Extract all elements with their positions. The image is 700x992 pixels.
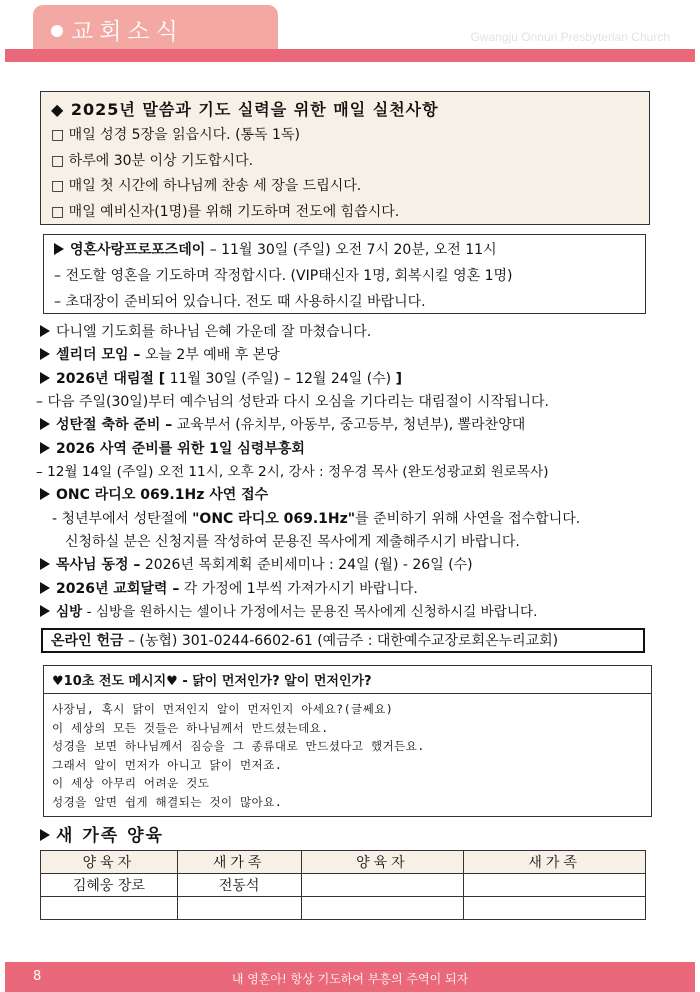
- news-radio: [40, 484, 268, 506]
- propose-day-label: 영혼사랑프로포즈데이: [70, 242, 206, 258]
- arrow-icon: [40, 442, 50, 454]
- news-visit: [40, 601, 537, 623]
- news-label: 심방: [56, 604, 83, 620]
- evangelism-body: [52, 700, 425, 812]
- arrow-icon: [40, 605, 50, 617]
- arrow-icon: [40, 488, 50, 500]
- offering-account: – (농협) 301-0244-6602-61 (예금주 : 대한예수교장로회온누리교회): [123, 633, 559, 649]
- news-radio-desc2: 신청하실 분은 신청지를 작성하여 문용진 목사에게 제출해주시기 바랍니다.: [65, 534, 520, 550]
- propose-day-box: [43, 234, 646, 314]
- table-header: 새가족: [177, 851, 301, 874]
- evangelism-line: 사장님, 혹시 닭이 먼저인지 알이 먼저인지 아세요?(글쎄요): [52, 702, 394, 716]
- news-label: 목사님 동정 –: [56, 557, 141, 573]
- news-text: 다니엘 기도회를 하나님 은혜 가운데 잘 마쳤습니다.: [56, 324, 372, 340]
- evangelism-line: 그래서 알이 먼저가 아니고 닭이 먼저죠.: [52, 757, 283, 772]
- propose-day-line: – 초대장이 준비되어 있습니다. 전도 때 사용하시길 바랍니다.: [54, 294, 426, 310]
- table-row: [41, 897, 646, 920]
- daily-practice-title: ◆ 2025년 말씀과 기도 실력을 위한 매일 실천사항: [51, 100, 439, 119]
- table-cell: [464, 897, 646, 920]
- news-text: 교육부서 (유치부, 아동부, 중고등부, 청년부), 뽈라찬양대: [172, 417, 526, 433]
- propose-day-time: – 11월 30일 (주일) 오전 7시 20분, 오전 11시: [205, 242, 497, 258]
- table-cell: [301, 874, 464, 897]
- table-header: 새가족: [464, 851, 646, 874]
- new-family-title-text: 새 가족 양육: [56, 826, 164, 846]
- news-label: 성탄절 축하 준비 –: [56, 417, 173, 433]
- page-number: 8: [33, 969, 42, 984]
- propose-day-title: [54, 237, 635, 263]
- news-text: 11월 30일 (주일) – 12월 24일 (수): [165, 371, 396, 387]
- news-label: 2026년 교회달력 –: [56, 581, 180, 597]
- news-label: "ONC 라디오 069.1Hz": [192, 511, 356, 527]
- news-text: 각 가정에 1부씩 가져가시기 바랍니다.: [179, 581, 418, 597]
- practice-item: □ 하루에 30분 이상 기도합시다.: [51, 152, 254, 169]
- new-family-title: [40, 821, 164, 846]
- news-text: - 심방을 원하시는 셀이나 가정에서는 문용진 목사에게 신청하시길 바랍니다.: [82, 604, 538, 620]
- evangelism-line: 이 세상 아무리 어려운 것도: [52, 776, 210, 791]
- church-name: Gwangju Onnuri Presbyterian Church: [470, 30, 670, 44]
- news-christmas: [40, 414, 525, 436]
- new-family-table: [40, 850, 646, 920]
- news-daniel: [40, 321, 371, 343]
- table-cell: [301, 897, 464, 920]
- daily-practice-box: [40, 91, 650, 225]
- arrow-icon: [54, 243, 64, 255]
- header-bar: [5, 49, 695, 62]
- table-cell: [464, 874, 646, 897]
- footer-motto: 내 영혼아! 항상 기도하여 부흥의 주역이 되자: [231, 972, 469, 986]
- arrow-icon: [40, 325, 50, 337]
- practice-item: □ 매일 예비신자(1명)를 위해 기도하며 전도에 힘씁시다.: [51, 203, 400, 220]
- news-label: 2026년 대림절 [: [56, 371, 166, 387]
- page-footer: [5, 962, 695, 992]
- evangelism-line: 성경을 알면 쉽게 해결되는 것이 많아요.: [52, 794, 283, 809]
- news-radio-desc: [52, 508, 580, 530]
- news-text: 2026년 목회계획 준비세미나 : 24일 (월) - 26일 (수): [140, 557, 473, 573]
- news-cell-leader: [40, 344, 280, 366]
- news-advent-desc: – 다음 주일(30일)부터 예수님의 성탄과 다시 오심을 기다리는 대림절이 시작됩니다.: [36, 394, 550, 410]
- news-label: 2026 사역 준비를 위한 1일 심령부흥회: [56, 441, 305, 457]
- arrow-icon: [40, 348, 50, 360]
- evangelism-message-box: [43, 665, 652, 817]
- news-text: 오늘 2부 예배 후 본당: [140, 347, 280, 363]
- table-header: 양육자: [301, 851, 464, 874]
- table-cell: 김혜웅 장로: [41, 874, 178, 897]
- practice-item: □ 매일 성경 5장을 읽읍시다. (통독 1독): [51, 127, 300, 143]
- arrow-icon: [40, 829, 50, 841]
- table-cell: [41, 897, 178, 920]
- arrow-icon: [40, 418, 50, 430]
- news-label: ]: [395, 371, 402, 387]
- news-calendar: [40, 578, 418, 600]
- online-offering-box: [41, 628, 645, 653]
- arrow-icon: [40, 582, 50, 594]
- section-title-text: 교회소식: [71, 19, 184, 45]
- offering-label: 온라인 헌금: [51, 633, 124, 649]
- news-label: ONC 라디오 069.1Hz 사연 접수: [56, 487, 269, 503]
- table-cell: [177, 897, 301, 920]
- practice-item: □ 매일 첫 시간에 하나님께 찬송 세 장을 드립시다.: [51, 178, 362, 194]
- news-revival: [40, 438, 305, 460]
- news-advent: [40, 368, 402, 390]
- divider: [44, 693, 651, 694]
- evangelism-title: ♥10초 전도 메시지♥ - 닭이 먼저인가? 알이 먼저인가?: [52, 674, 372, 689]
- arrow-icon: [40, 558, 50, 570]
- arrow-icon: [40, 372, 50, 384]
- propose-day-line: – 전도할 영혼을 기도하며 작정합시다. (VIP태신자 1명, 회복시킬 영혼 1명): [54, 268, 513, 284]
- table-row: [41, 874, 646, 897]
- table-header: 양육자: [41, 851, 178, 874]
- news-text: 를 준비하기 위해 사연을 접수합니다.: [355, 511, 581, 527]
- bullet-icon: [51, 25, 63, 37]
- section-header-tab: [33, 5, 278, 49]
- table-header-row: [41, 851, 646, 874]
- table-cell: 전동석: [177, 874, 301, 897]
- evangelism-line: 이 세상의 모든 것들은 하나님께서 만드셨는데요.: [52, 720, 329, 735]
- section-title: [51, 13, 184, 46]
- news-pastor: [40, 554, 473, 576]
- news-text: - 청년부에서 성탄절에: [52, 511, 193, 527]
- news-revival-desc: – 12월 14일 (주일) 오전 11시, 오후 2시, 강사 : 정우경 목사 (완도성광교회 원로목사): [36, 464, 549, 480]
- evangelism-line: 성경을 보면 하나님께서 짐승을 그 종류대로 만드셨다고 했거든요.: [52, 739, 425, 754]
- news-label: 셀리더 모임 –: [56, 347, 141, 363]
